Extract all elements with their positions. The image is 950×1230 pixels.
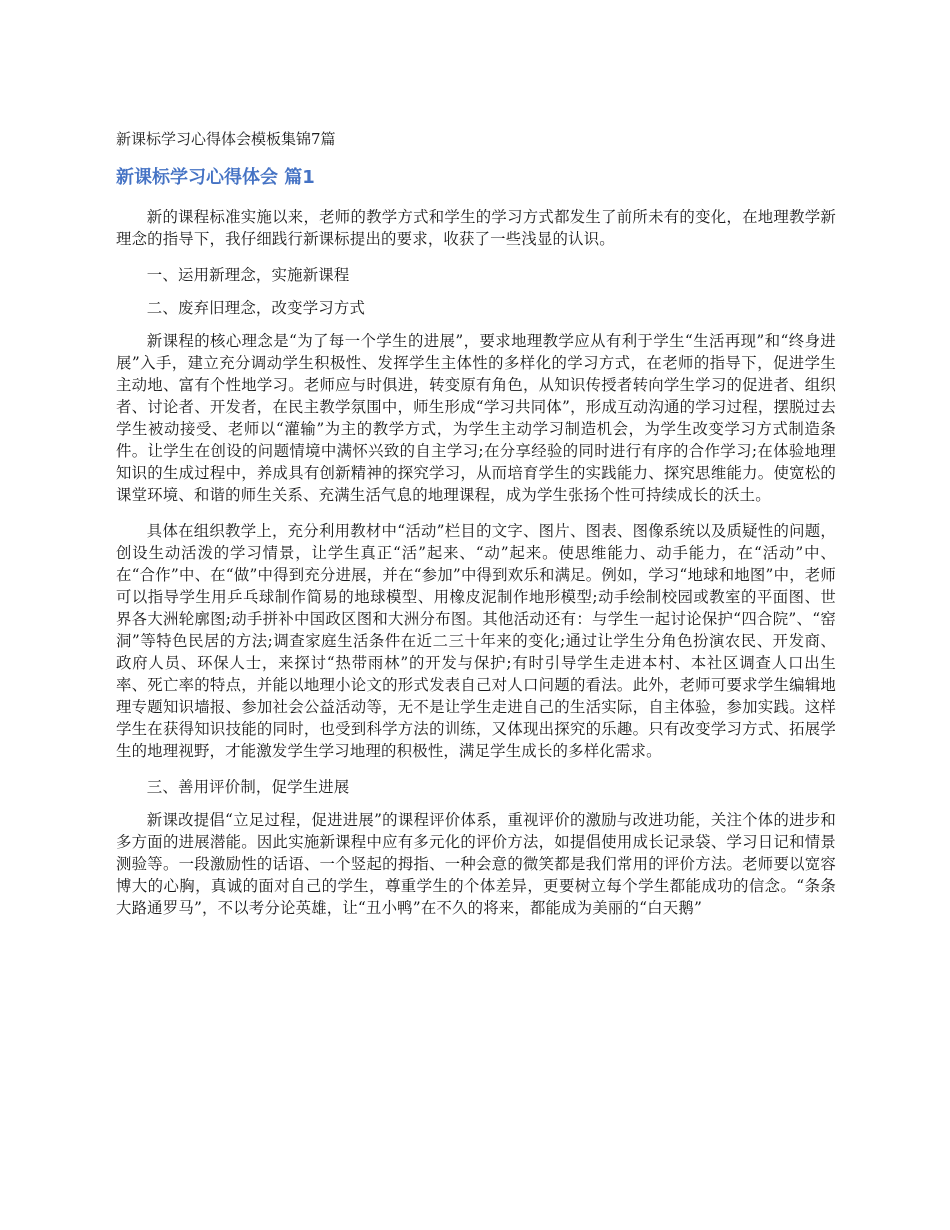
paragraph-activities: 具体在组织教学上，充分利用教材中“活动”栏目的文字、图片、图表、图像系统以及质疑性的问题，创设生动活泼的学习情景，让学生真正“活”起来、“动”起来。使思维能力、动手能力，在“活动”中、在“合作”中、在“做”中得到充分进展，并在“参加”中得到欢乐和满足。例如，学习“地球和地图”中，老师可以指导学生用乒乓球制作简易的地球模型、用橡皮泥制作地形模型;动手绘制校园或教室的平面图、世界各大洲轮廓图;动手拼补中国政区图和大洲分布图。其他活动还有：与学生一起讨论保护“四合院”、“窑洞”等特色民居的方法;调查家庭生活条件在近二三十年来的变化;通过让学生分角色扮演农民、开发商、政府人员、环保人士，来探讨“热带雨林”的开发与保护;有时引导学生走进本村、本社区调查人口出生率、死亡率的特点，并能以地理小论文的形式发表自己对人口问题的看法。此外，老师可要求学生编辑地理专题知识墙报、参加社会公益活动等，无不是让学生走进自己的生活实际，自主体验，参加实践。这样学生在获得知识技能的同时，也受到科学方法的训练，又体现出探究的乐趣。只有改变学习方式、拓展学生的地理视野，才能激发学生学习地理的积极性，满足学生成长的多样化需求。: [116, 522, 836, 760]
section-heading: 新课标学习心得体会 篇1: [116, 167, 315, 188]
paragraph-evaluation: 新课改提倡“立足过程，促进进展”的课程评价体系，重视评价的激励与改进功能，关注个体的进步和多方面的进展潜能。因此实施新课程中应有多元化的评价方法，如提倡使用成长记录袋、学习日记和情景测验等。一段激励性的话语、一个竖起的拇指、一种会意的微笑都是我们常用的评价方法。老师要以宽容博大的心胸，真诚的面对自己的学生，尊重学生的个体差异，更要树立每个学生都能成功的信念。“条条大路通罗马”，不以考分论英雄，让“丑小鸭”在不久的将来，都能成为美丽的“白天鹅”: [116, 811, 836, 917]
subheading-two: 二、废弃旧理念，改变学习方式: [146, 299, 366, 317]
paragraph-intro: 新的课程标准实施以来，老师的教学方式和学生的学习方式都发生了前所未有的变化，在地理教学新理念的指导下，我仔细践行新课标提出的要求，收获了一些浅显的认识。: [116, 208, 836, 248]
subheading-three: 三、善用评价制，促学生进展: [146, 778, 350, 796]
subheading-one: 一、运用新理念，实施新课程: [146, 266, 350, 284]
document-title: 新课标学习心得体会模板集锦7篇: [116, 130, 336, 148]
paragraph-core-concept: 新课程的核心理念是“为了每一个学生的进展”，要求地理教学应从有利于学生“生活再现”和“终身进展”入手，建立充分调动学生积极性、发挥学生主体性的多样化的学习方式，在老师的指导下，促进学生主动地、富有个性地学习。老师应与时俱进，转变原有角色，从知识传授者转向学生学习的促进者、组织者、讨论者、开发者，在民主教学氛围中，师生形成“学习共同体”，形成互动沟通的学习过程，摆脱过去学生被动接受、老师以“灌输”为主的教学方式，为学生主动学习制造机会，为学生改变学习方式制造条件。让学生在创设的问题情境中满怀兴致的自主学习;在分享经验的同时进行有序的合作学习;在体验地理知识的生成过程中，养成具有创新精神的探究学习，从而培育学生的实践能力、探究思维能力。使宽松的课堂环境、和谐的师生关系、充满生活气息的地理课程，成为学生张扬个性可持续成长的沃土。: [116, 332, 836, 504]
document-body: [116, 206, 836, 933]
